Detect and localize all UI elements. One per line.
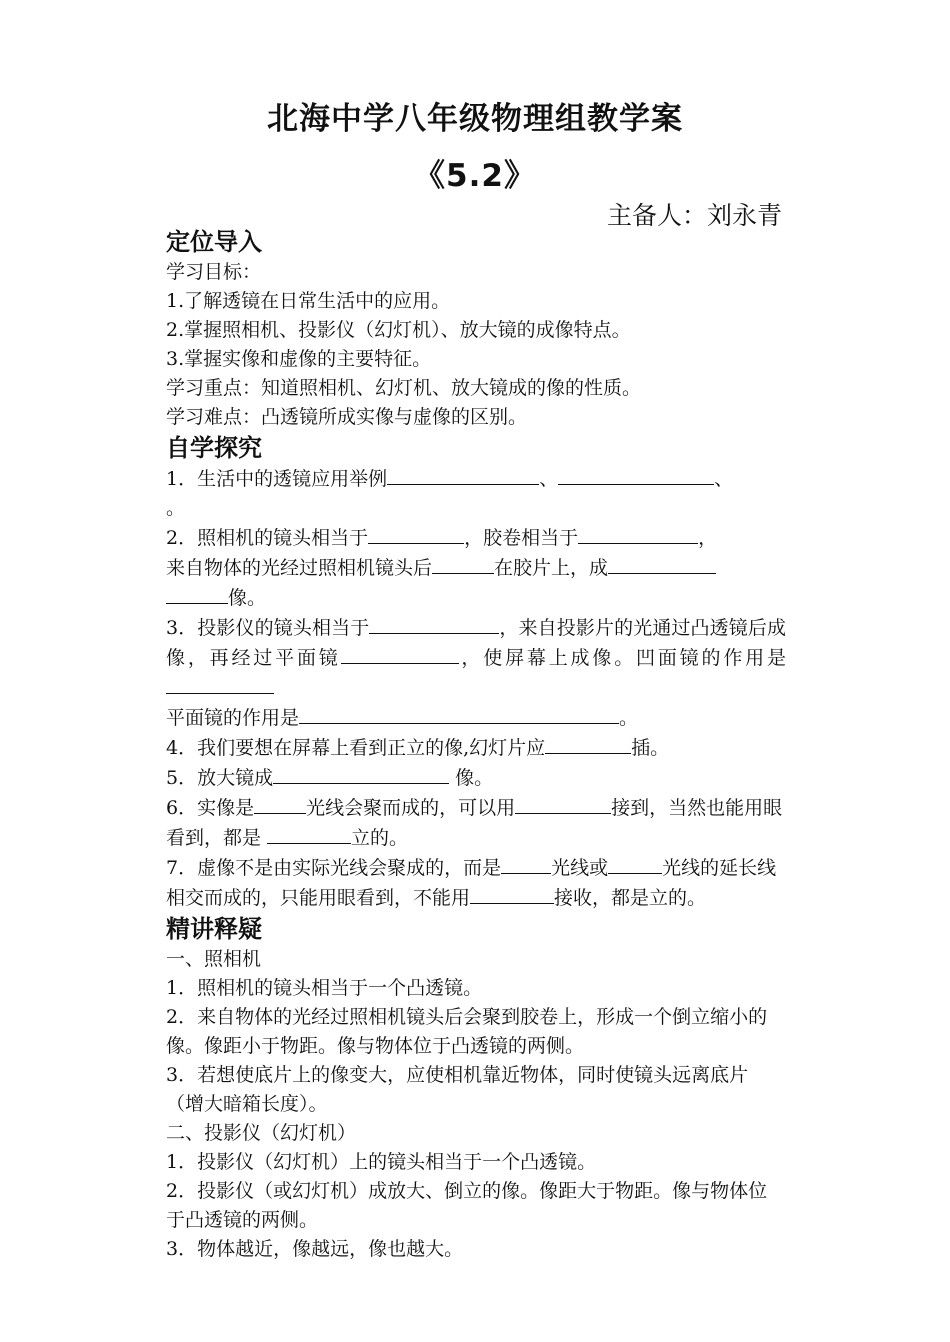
answer-blank[interactable] bbox=[369, 613, 499, 634]
answer-blank[interactable] bbox=[545, 733, 631, 754]
answer-blank[interactable] bbox=[166, 673, 274, 694]
answer-blank[interactable] bbox=[558, 464, 714, 485]
question-3: 3．投影仪的镜头相当于 ，来自投影片的光通过凸透镜后成像，再经过平面镜 ，使屏幕上成像。凹面镜的作用是 bbox=[166, 613, 786, 703]
content-body bbox=[166, 226, 786, 1264]
question-7: 7．虚像不是由实际光线会聚成的，而是 光线或 光线的延长线相交而成的，只能用眼看到，不能用 接收，都是立的。 bbox=[166, 853, 786, 913]
answer-blank[interactable] bbox=[368, 523, 464, 544]
answer-blank[interactable] bbox=[515, 793, 611, 814]
question-6: 6．实像是 光线会聚而成的，可以用 接到，当然也能用眼看到，都是 立的。 bbox=[166, 793, 786, 853]
explanation-item: 3．物体越近，像越远，像也越大。 bbox=[166, 1238, 464, 1260]
question-3-cont: 平面镜的作用是 。 bbox=[166, 703, 786, 733]
answer-blank[interactable] bbox=[341, 643, 459, 664]
answer-blank[interactable] bbox=[273, 763, 449, 784]
answer-blank[interactable] bbox=[432, 553, 494, 574]
lesson-number: 《5.2》 bbox=[414, 158, 536, 194]
answer-blank[interactable] bbox=[501, 853, 551, 874]
subsection-title: 一、照相机 bbox=[166, 948, 262, 970]
answer-blank[interactable] bbox=[254, 793, 306, 814]
question-2: 2．照相机的镜头相当于 ，胶卷相当于 ， 来自物体的光经过照相机镜头后 在胶片上，成 像。 bbox=[166, 523, 786, 613]
answer-blank[interactable] bbox=[608, 853, 662, 874]
section-heading-explanation: 精讲释疑 bbox=[166, 915, 262, 943]
goal-item: 2.掌握照相机、投影仪（幻灯机）、放大镜的成像特点。 bbox=[166, 319, 631, 341]
document-title: 北海中学八年级物理组教学案 bbox=[267, 101, 683, 137]
answer-blank[interactable] bbox=[299, 703, 619, 724]
answer-blank[interactable] bbox=[166, 583, 228, 604]
answer-blank[interactable] bbox=[578, 523, 698, 544]
explanation-item: 3．若想使底片上的像变大，应使相机靠近物体，同时使镜头远离底片（增大暗箱长度）。 bbox=[166, 1064, 749, 1115]
goals-label: 学习目标： bbox=[166, 261, 262, 283]
goal-item: 3.掌握实像和虚像的主要特征。 bbox=[166, 348, 432, 370]
question-1: 1．生活中的透镜应用举例 、 、 。 bbox=[166, 464, 786, 523]
subsection-title: 二、投影仪（幻灯机） bbox=[166, 1122, 357, 1144]
explanation-item: 1．投影仪（幻灯机）上的镜头相当于一个凸透镜。 bbox=[166, 1151, 597, 1173]
explanation-item: 2．投影仪（或幻灯机）成放大、倒立的像。像距大于物距。像与物体位于凸透镜的两侧。 bbox=[166, 1180, 768, 1231]
explanation-item: 2．来自物体的光经过照相机镜头后会聚到胶卷上，形成一个倒立缩小的像。像距小于物距。像与物体位于凸透镜的两侧。 bbox=[166, 1006, 768, 1057]
explanation-item: 1．照相机的镜头相当于一个凸透镜。 bbox=[166, 977, 483, 999]
question-5: 5．放大镜成 像。 bbox=[166, 763, 786, 793]
goal-item: 1.了解透镜在日常生活中的应用。 bbox=[166, 290, 451, 312]
answer-blank[interactable] bbox=[608, 553, 716, 574]
answer-blank[interactable] bbox=[387, 464, 539, 485]
section-heading-intro: 定位导入 bbox=[166, 228, 262, 256]
question-4: 4．我们要想在屏幕上看到正立的像,幻灯片应 插。 bbox=[166, 733, 786, 763]
author-line: 主备人：刘永青 bbox=[606, 201, 782, 230]
answer-blank[interactable] bbox=[267, 823, 351, 844]
key-point: 学习重点：知道照相机、幻灯机、放大镜成的像的性质。 bbox=[166, 377, 642, 399]
answer-blank[interactable] bbox=[470, 883, 554, 904]
section-heading-self-study: 自学探究 bbox=[166, 434, 262, 462]
difficulty-point: 学习难点：凸透镜所成实像与虚像的区别。 bbox=[166, 406, 528, 428]
